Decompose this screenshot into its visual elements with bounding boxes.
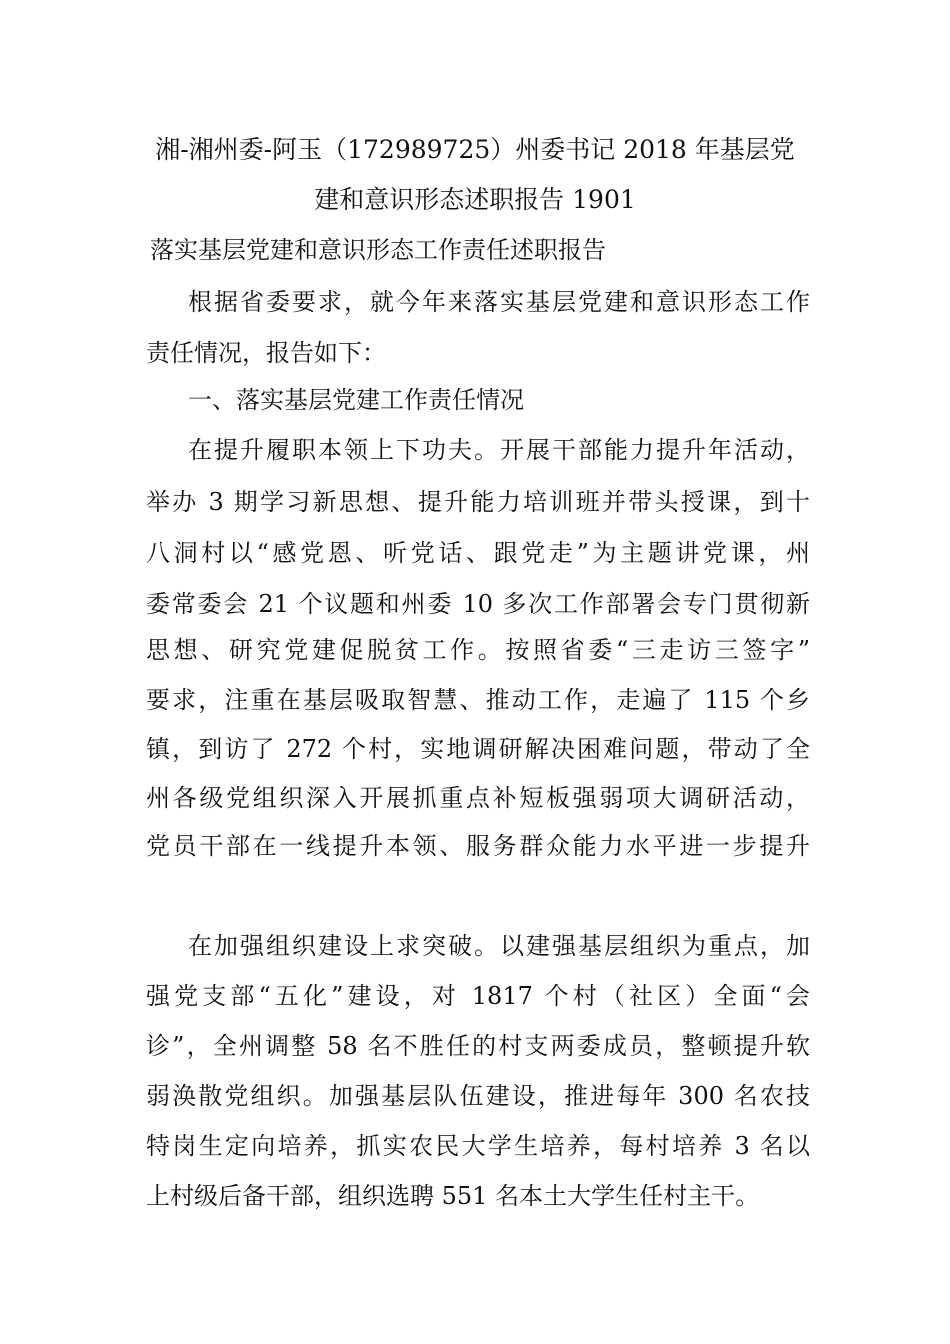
paragraph-line: 上村级后备干部，组织选聘 551 名本土大学生任村主干。 xyxy=(146,1182,760,1210)
paragraph-line: 在提升履职本领上下功夫。开展干部能力提升年活动， xyxy=(188,436,810,464)
paragraph-line: 强党支部“五化”建设，对 1817 个村（社区）全面“会 xyxy=(146,982,810,1010)
paragraph-line: 根据省委要求，就今年来落实基层党建和意识形态工作 xyxy=(188,288,810,316)
paragraph-line: 特岗生定向培养，抓实农民大学生培养，每村培养 3 名以 xyxy=(146,1132,810,1160)
paragraph-line: 举办 3 期学习新思想、提升能力培训班并带头授课，到十 xyxy=(146,488,810,516)
document-title-line-1: 湘-湘州委-阿玉（172989725）州委书记 2018 年基层党 xyxy=(155,135,795,164)
paragraph-line: 责任情况，报告如下： xyxy=(146,339,386,367)
document-title-line-2: 建和意识形态述职报告 1901 xyxy=(314,185,636,214)
report-subtitle: 落实基层党建和意识形态工作责任述职报告 xyxy=(150,236,606,264)
paragraph-line: 在加强组织建设上求突破。以建强基层组织为重点，加 xyxy=(188,932,810,960)
paragraph-line: 州各级党组织深入开展抓重点补短板强弱项大调研活动， xyxy=(146,784,810,812)
paragraph-line: 委常委会 21 个议题和州委 10 多次工作部署会专门贯彻新 xyxy=(146,590,810,618)
paragraph-line: 思想、研究党建促脱贫工作。按照省委“三走访三签字” xyxy=(146,636,810,664)
paragraph-line: 诊”，全州调整 58 名不胜任的村支两委成员，整顿提升软 xyxy=(146,1032,810,1060)
paragraph-line: 要求，注重在基层吸取智慧、推动工作，走遍了 115 个乡 xyxy=(146,686,810,714)
paragraph-line: 党员干部在一线提升本领、服务群众能力水平进一步提升 xyxy=(146,832,810,860)
paragraph-line: 镇，到访了 272 个村，实地调研解决困难问题，带动了全 xyxy=(146,735,810,763)
paragraph-line: 弱涣散党组织。加强基层队伍建设，推进每年 300 名农技 xyxy=(146,1082,810,1110)
paragraph-line: 八洞村以“感党恩、听党话、跟党走”为主题讲党课，州 xyxy=(146,539,810,567)
section-heading: 一、落实基层党建工作责任情况 xyxy=(188,386,524,414)
